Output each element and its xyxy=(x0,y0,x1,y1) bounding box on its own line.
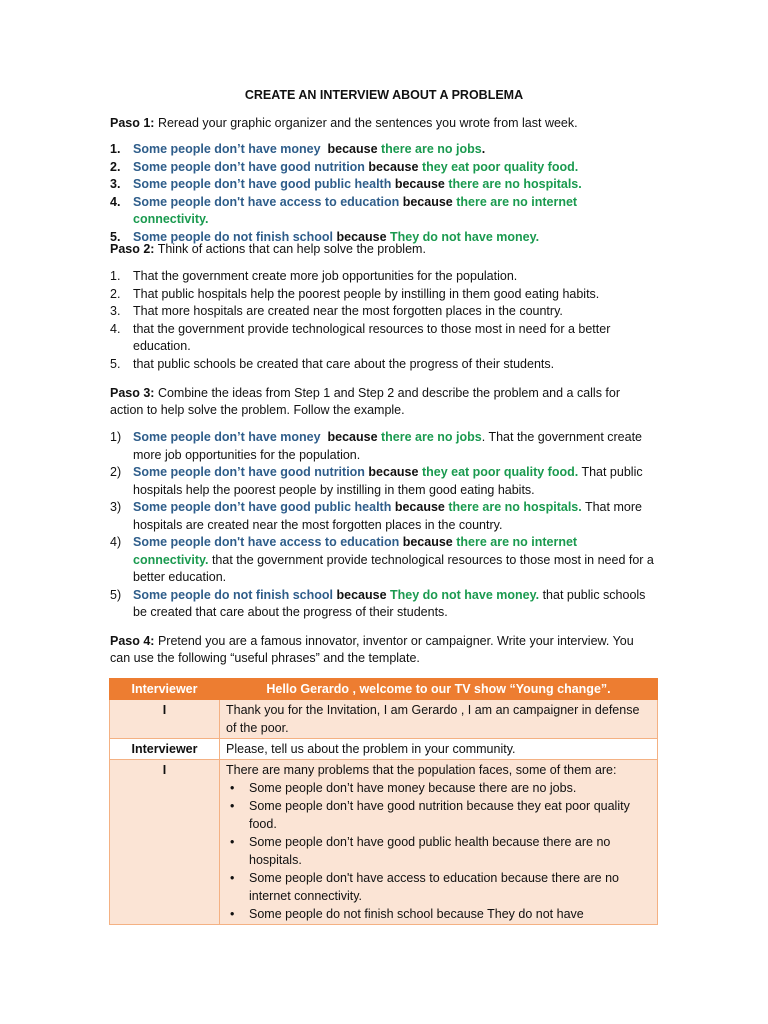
cause-text: Some people don’t have good nutrition xyxy=(133,159,365,174)
list-item xyxy=(110,159,655,177)
paso3-instruction xyxy=(110,385,655,419)
because-text: because xyxy=(364,465,422,479)
list-item xyxy=(110,194,655,229)
list-number: 1. xyxy=(110,142,121,156)
paso3-text: Combine the ideas from Step 1 and Step 2 and describe the problem and a calls for action to help solve the problem. Follow the example. xyxy=(110,386,621,417)
effect-text: they eat poor quality food. xyxy=(421,465,579,479)
list-item xyxy=(110,534,655,587)
cause-text: Some people don't have access to education xyxy=(133,535,400,549)
effect-text: there are no hospitals. xyxy=(448,177,582,191)
list-text: That the government create more job opportunities for the population. xyxy=(133,269,518,283)
dialogue-cell: Hello Gerardo , welcome to our TV show “Young change”. xyxy=(220,679,658,700)
because-text: because xyxy=(320,430,381,444)
paso1-text: Reread your graphic organizer and the sentences you wrote from last week. xyxy=(154,116,578,130)
bullet-item: • Some people don’t have money because there are no jobs. xyxy=(226,779,651,797)
end-text: . xyxy=(481,142,486,156)
list-number: 4. xyxy=(110,321,121,336)
list-item xyxy=(110,286,655,304)
table-row xyxy=(110,700,658,739)
list-text: That public hospitals help the poorest people by instilling in them good eating habits. xyxy=(133,286,600,301)
because-text: because xyxy=(391,177,449,191)
paso2-text: Think of actions that can help solve the problem. xyxy=(154,242,426,256)
table-row xyxy=(110,760,658,925)
paso3-list xyxy=(110,429,655,622)
list-number: 5. xyxy=(110,229,121,244)
paso4-text: Pretend you are a famous innovator, inventor or campaigner. Write your interview. You can use the following “useful phrases” and the template. xyxy=(110,634,634,665)
action-text: That more hospitals are created near the most forgotten places in the country. xyxy=(133,500,642,532)
list-number: 3. xyxy=(110,177,121,191)
list-item xyxy=(110,429,655,464)
list-item xyxy=(110,268,655,286)
cause-text: Some people don’t have good nutrition xyxy=(133,465,365,479)
effect-text: there are no jobs xyxy=(381,142,482,156)
table-row xyxy=(110,739,658,760)
list-item xyxy=(110,141,655,159)
list-item xyxy=(110,303,655,321)
effect-text: They do not have money. xyxy=(390,587,540,602)
cause-text: Some people don’t have good public health xyxy=(133,500,392,514)
list-number: 4) xyxy=(110,535,122,549)
list-number: 2. xyxy=(110,159,121,174)
paso2-label: Paso 2: xyxy=(110,242,155,256)
effect-text: there are no jobs xyxy=(381,430,482,444)
cause-text: Some people don’t have money xyxy=(133,142,321,156)
speaker-cell: Interviewer xyxy=(110,679,220,700)
action-text: that the government provide technological resources to those most in need for a better education. xyxy=(133,552,654,584)
bullet-item: • Some people don’t have good nutrition because they eat poor quality food. xyxy=(226,797,651,833)
list-number: 2) xyxy=(110,465,122,479)
list-number: 5) xyxy=(110,587,122,602)
cause-text: Some people do not finish school xyxy=(133,587,334,602)
effect-text: there are no hospitals. xyxy=(448,500,582,514)
list-item xyxy=(110,499,655,534)
paso3-label: Paso 3: xyxy=(110,386,155,400)
paso2-list xyxy=(110,268,655,373)
action-text: that public schools be created that care about the progress of their students. xyxy=(133,587,646,619)
list-item xyxy=(110,356,655,374)
paso1-label: Paso 1: xyxy=(110,116,155,130)
effect-text: there are no internet connectivity. xyxy=(133,194,578,226)
effect-text: They do not have money. xyxy=(390,229,540,244)
because-text: because xyxy=(364,159,422,174)
list-item xyxy=(110,176,655,194)
bullet-item: • Some people do not finish school because They do not have xyxy=(226,905,651,923)
interview-table xyxy=(109,678,658,925)
dialogue-cell: Please, tell us about the problem in your community. xyxy=(220,739,658,760)
cause-text: Some people don’t have good public health xyxy=(133,177,392,191)
because-text: because xyxy=(399,535,457,549)
action-text: . That the government create more job opportunities for the population. xyxy=(133,430,643,462)
because-text: because xyxy=(333,587,390,602)
list-item xyxy=(110,587,655,622)
because-text: because xyxy=(333,229,390,244)
list-number: 5. xyxy=(110,356,121,371)
list-number: 1) xyxy=(110,430,122,444)
cause-text: Some people do not finish school xyxy=(133,229,334,244)
dialogue-cell: Thank you for the Invitation, I am Gerardo , I am an campaigner in defense of the poor. xyxy=(220,700,658,739)
bullet-item: • Some people don’t have good public health because there are no hospitals. xyxy=(226,833,651,869)
list-item xyxy=(110,464,655,499)
cause-text: Some people don't have access to education xyxy=(133,194,400,209)
list-item xyxy=(110,321,655,356)
speaker-cell: Interviewer xyxy=(110,739,220,760)
list-text: that the government provide technological resources to those most in need for a better education. xyxy=(133,321,611,353)
paso1-instruction xyxy=(110,115,655,132)
because-text: because xyxy=(391,500,449,514)
list-number: 2. xyxy=(110,286,121,301)
bullet-item: • Some people don't have access to education because there are no internet connectivity. xyxy=(226,869,651,905)
paso1-list xyxy=(110,141,655,246)
paso2-instruction xyxy=(110,241,655,258)
dialogue-intro: There are many problems that the population faces, some of them are: xyxy=(226,763,617,777)
bullet-list xyxy=(226,779,651,923)
speaker-cell: I xyxy=(110,760,220,925)
speaker-cell: I xyxy=(110,700,220,739)
action-text: That public hospitals help the poorest people by instilling in them good eating habits. xyxy=(133,465,643,497)
table-header-row xyxy=(110,679,658,700)
cause-text: Some people don’t have money xyxy=(133,430,321,444)
list-text: That more hospitals are created near the most forgotten places in the country. xyxy=(133,304,563,318)
list-number: 4. xyxy=(110,194,121,209)
dialogue-cell xyxy=(220,760,658,925)
list-number: 1. xyxy=(110,269,121,283)
list-number: 3. xyxy=(110,304,121,318)
page-title: CREATE AN INTERVIEW ABOUT A PROBLEMA xyxy=(244,88,524,102)
because-text: because xyxy=(399,194,457,209)
list-text: that public schools be created that care about the progress of their students. xyxy=(133,356,555,371)
effect-text: they eat poor quality food. xyxy=(421,159,579,174)
list-number: 3) xyxy=(110,500,122,514)
paso4-label: Paso 4: xyxy=(110,634,155,648)
because-text: because xyxy=(320,142,381,156)
paso4-instruction xyxy=(110,633,655,667)
effect-text: there are no internet connectivity. xyxy=(133,535,578,567)
